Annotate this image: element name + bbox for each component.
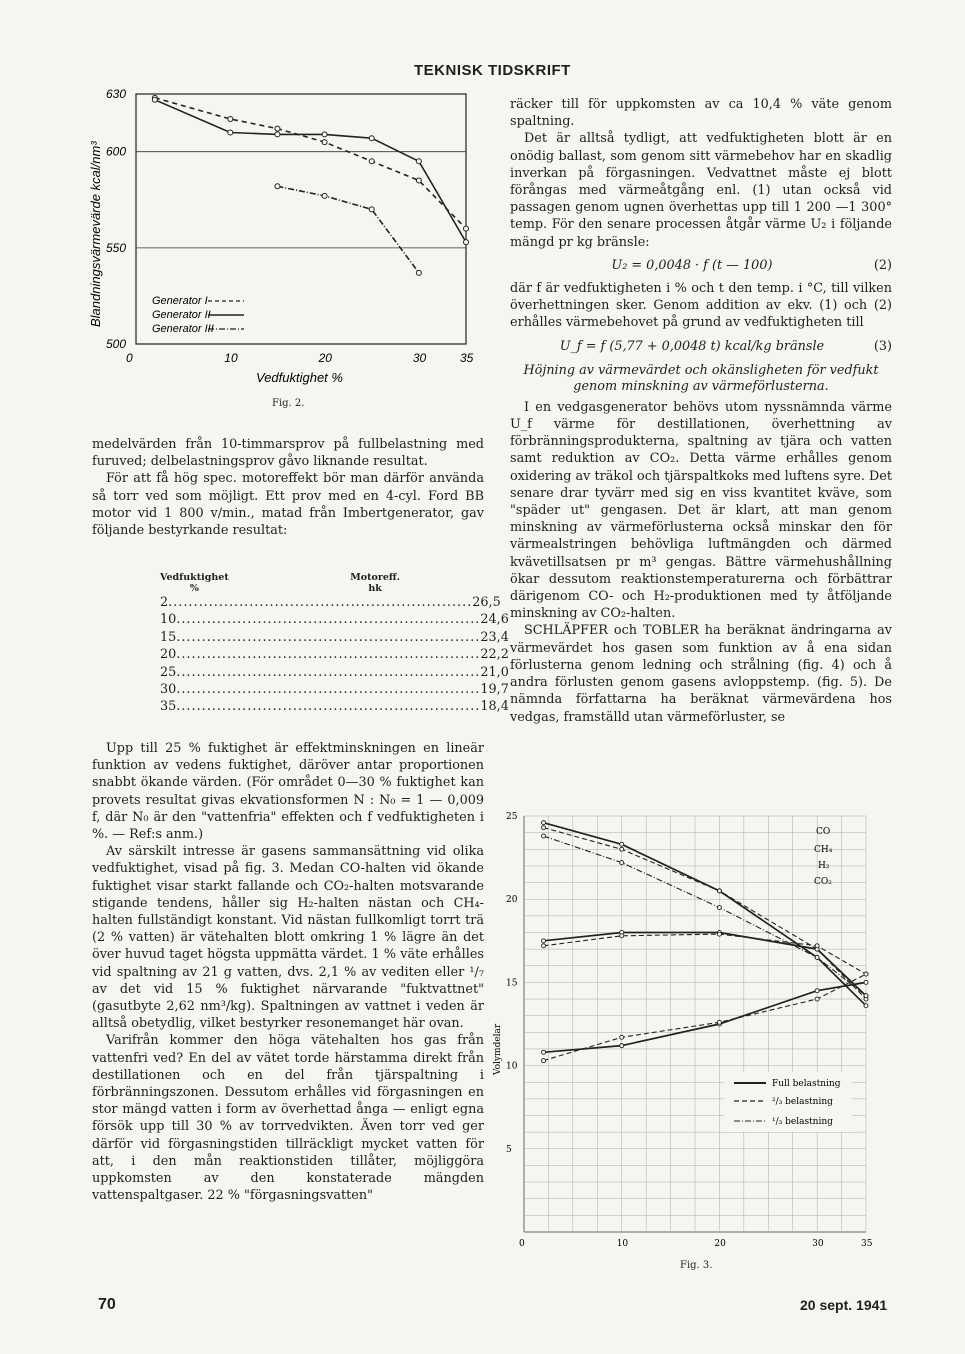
- fig3-data-point: [620, 842, 624, 846]
- fig2-data-point: [416, 159, 421, 164]
- fig3-data-point: [542, 834, 546, 838]
- table-row: [160, 611, 509, 628]
- fig3-chart: [488, 800, 892, 1270]
- fig3-data-point: [717, 1020, 721, 1024]
- paragraph: I en vedgasgenerator behövs utom nyssnämnda värme U_f värme för destillationen, överhettning av förbränningsprodukterna, spaltning av tjära och vatten samt reduktion av CO₂. Detta värme erhålles genom oxidering av träkol och tjärspaltkoks med luftens syre. Det senare drar tyvärr med sig en viss kvantitet kväve, som "späder ut" gengasen. Det är klart, att man genom minskning av värmeförlusterna också minskar den för värmealstringen behövliga luftmängden och därmed kvävetillsatsen pr m³ gengas. Bättre värmehushållning ökar dessutom reaktionstemperaturerna och förbättrar därigenom CO- och H₂-produktionen med ty åtföljande minskning av CO₂-halten.: [510, 399, 892, 622]
- fig3-data-point: [815, 997, 819, 1001]
- table-cell-power: 21,0: [480, 664, 509, 680]
- fig3-xtick: 20: [714, 1239, 726, 1249]
- table-cell-power: 19,7: [480, 682, 509, 698]
- fig3-legend-3: ¹/₃ belastning: [772, 1117, 833, 1127]
- fig3-data-point: [542, 1050, 546, 1054]
- fig2-data-point: [416, 270, 421, 275]
- table-cell-power: 24,6: [480, 612, 509, 628]
- fig3-legend: [724, 1072, 852, 1132]
- table-leader: ............................................................: [176, 647, 481, 663]
- table-col2-header: Motoreff.: [350, 572, 400, 583]
- fig3-data-point: [717, 889, 721, 893]
- fig2-data-point: [322, 132, 327, 137]
- fig3-caption: Fig. 3.: [680, 1260, 713, 1271]
- fig3-data-point: [620, 847, 624, 851]
- paragraph: Upp till 25 % fuktighet är effektminskningen en lineär funktion av vedens fuktighet, däröver antar proportionen snabbt ökande värden. (För området 0—30 % fuktighet kan provets resultat givas ekvationsformen N : N₀ = 1 — 0,009 f, där N₀ är den "vattenfria" effekten och f vedfuktigheten i %. — Ref:s anm.): [92, 741, 484, 843]
- table-leader: ............................................................: [176, 699, 481, 715]
- table-cell-power: 26,5: [472, 595, 501, 610]
- fig3-ytick: 20: [506, 895, 518, 906]
- paragraph: Av särskilt intresse är gasens sammansättning vid olika vedfuktighet, visad på fig. 3. Medan CO-halten vid ökande fuktighet visar starkt fallande och CO₂-halten motsvarande stigande tendens, håller sig H₂-halten nästan och CH₄-halten fullständigt konstant. Vid nästan fullkomligt torrt trä (2 % vatten) är vätehalten blott omkring 1 % lägre än det över huvud taget högsta uppmätta värdet. 1 % väte erhålles vid spaltning av 21 g vatten, dvs. 2,1 % av vediten eller ¹/₇ av det vid 15 % fuktighet närvarande "fuktvattnet" (gasutbyte 2,62 nm³/kg). Spaltningen av vattnet i veden är alltså obetydlig, vilket bestyrker resonemanget här ovan.: [92, 844, 484, 1032]
- fig2-ytick: 630: [106, 87, 127, 101]
- page-number: 70: [98, 1296, 116, 1313]
- fig3-data-point: [620, 1035, 624, 1039]
- fig3-data-point: [620, 1044, 624, 1048]
- table-leader: ............................................................: [176, 629, 481, 645]
- table-row: [160, 594, 501, 611]
- paragraph: Det är alltså tydligt, att vedfuktigheten blott är en onödig ballast, som genom sitt värmebehov har en skadlig inverkan på förgasningen. Vedvattnet måste ej blott förångas med värmeåtgång enl. (1) utan också vid passagen genom ugnen överhettas upp till 1 200 —1 300° temp. För den senare processen åtgår värme U₂ i följande mängd pr kg bränsle:: [510, 131, 892, 250]
- fig2-legend-1: Generator I: [152, 295, 208, 307]
- fig3-ytick: 25: [506, 812, 518, 822]
- fig3-ytick: 15: [506, 978, 518, 989]
- fig3-data-point: [542, 944, 546, 948]
- fig2-legend-2: Generator II: [152, 309, 211, 321]
- paragraph: Varifrån kommer den höga vätehalten hos gas från vattenfri ved? En del av vätet torde härstamma direkt från destillationen och en del från tjärspaltning i förbränningszonen. Dessutom erhålles vid förgasningen en stor mängd vatten i form av överhettad ånga — enligt egna försök upp till 30 % av torrvedvikten. Även torr ved ger därför vid förgasningstiden tillräckligt mycket vatten för att, i den mån reaktionstiden tillåter, möjliggöra uppkomsten av den konstaterade mängden vattenspaltgaser. 22 % "förgasningsvatten": [92, 1033, 484, 1204]
- gas-label-co2: CO₂: [814, 877, 832, 887]
- fig2-data-point: [369, 159, 374, 164]
- left-column-bottom: [92, 740, 484, 1204]
- fig2-ylabel: Blandningsvärmevärde kcal/nm³: [88, 141, 103, 327]
- fig2-data-point: [275, 126, 280, 131]
- gas-label-co: CO: [816, 827, 831, 837]
- gas-label-h2: H₂: [818, 861, 830, 871]
- right-column: [510, 96, 892, 726]
- fig3-xtick: 10: [616, 1239, 629, 1249]
- fig2-series-line: [155, 100, 466, 242]
- fig3-data-point: [717, 932, 721, 936]
- fig2-data-point: [416, 178, 421, 183]
- equation-3: [510, 338, 892, 355]
- fig3-ytick: 10: [506, 1061, 518, 1072]
- issue-date: 20 sept. 1941: [800, 1297, 888, 1313]
- fig2-xtick: 10: [224, 351, 238, 365]
- table-leader: ............................................................: [176, 682, 481, 698]
- fig3-xtick: 35: [861, 1239, 873, 1249]
- table-row: [160, 681, 509, 698]
- table-cell-power: 22,2: [480, 647, 509, 663]
- fig2-data-point: [275, 184, 280, 189]
- fig2-xtick: 20: [318, 351, 332, 365]
- fig2-data-point: [464, 226, 469, 231]
- fig2-xtick: 30: [412, 351, 427, 365]
- paragraph: SCHLÄPFER och TOBLER ha beräknat ändringarna av värmevärdet hos gasen som funktion av å ena sidan förlusterna genom ledning och strålning (fig. 4) och å andra förlusten genom gasens avloppstemp. (fig. 5). De nämnda författarna ha beräknat värmevärdena hos vedgas, framställd utan värmeförluster, se: [510, 623, 892, 725]
- table-cell-moisture: 20: [160, 647, 177, 663]
- fig3-gas-labels: [814, 827, 833, 887]
- equation-2-number: (2): [873, 257, 892, 273]
- fig2-legend-3: Generator III: [152, 323, 214, 335]
- fig3-series-line: [544, 933, 867, 996]
- fig2-ytick: 550: [106, 240, 127, 255]
- fig2-chart: [84, 82, 494, 412]
- equation-2: [510, 257, 892, 274]
- table-cell-moisture: 15: [160, 629, 177, 645]
- equation-2-body: U₂ = 0,0048 · f (t — 100): [611, 257, 773, 273]
- table-row: [160, 664, 509, 681]
- fig3-legend-2: ²/₃ belastning: [772, 1097, 833, 1107]
- fig2-xlabel: Vedfuktighet %: [256, 370, 343, 385]
- table-cell-moisture: 30: [160, 682, 177, 698]
- fig3-series-line: [544, 934, 867, 974]
- fig2-data-point: [322, 140, 327, 145]
- table-cell-moisture: 2: [160, 595, 169, 610]
- table-row: [160, 629, 509, 646]
- fig3-data-point: [542, 939, 546, 943]
- fig3-data-point: [542, 1059, 546, 1063]
- table-leader: ............................................................: [176, 664, 481, 680]
- fig2-data-point: [322, 193, 327, 198]
- fig3-xtick: 30: [812, 1239, 824, 1249]
- fig2-legend: [152, 295, 244, 335]
- fig3-legend-1: Full belastning: [772, 1079, 841, 1089]
- fig3-data-point: [815, 955, 819, 959]
- left-column-top: [92, 436, 484, 539]
- table-cell-moisture: 10: [160, 612, 177, 628]
- fig3-data-point: [864, 994, 868, 998]
- fig2-data-point: [228, 130, 233, 135]
- equation-3-number: (3): [873, 338, 892, 354]
- table-leader: ............................................................: [176, 612, 481, 628]
- table-cell-moisture: 25: [160, 664, 177, 680]
- fig2-xtick: 0: [126, 351, 133, 365]
- fig3-data-point: [542, 821, 546, 825]
- fig3-data-point: [864, 980, 868, 984]
- table-row: [160, 646, 509, 663]
- table-cell-power: 18,4: [480, 699, 509, 715]
- table-leader: ............................................................: [168, 595, 473, 610]
- table-cell-moisture: 35: [160, 699, 177, 715]
- paragraph: där f är vedfuktigheten i % och t den temp. i °C, till vilken överhettningen sker. Genom addition av ekv. (1) och (2) erhålles värmebehovet på grund av vedfuktigheten till: [510, 281, 892, 331]
- fig3-xtick: 0: [519, 1239, 525, 1249]
- fig3-data-point: [620, 861, 624, 865]
- moisture-power-table: [160, 572, 509, 716]
- fig3-data-point: [542, 826, 546, 830]
- fig3-data-point: [620, 934, 624, 938]
- fig2-ytick: 500: [106, 337, 127, 351]
- fig3-data-point: [717, 906, 721, 910]
- fig3-data-point: [815, 944, 819, 948]
- fig3-data-point: [864, 1004, 868, 1008]
- section-heading: Höjning av värmevärdet och okänsligheten för vedfukt genom minskning av värmeförlusterna.: [523, 362, 879, 394]
- fig3-data-point: [815, 989, 819, 993]
- fig2-ytick: 600: [106, 144, 127, 159]
- paragraph: För att få hög spec. motoreffekt bör man därför använda så torr ved som möjligt. Ett prov med en 4-cyl. Ford BB motor vid 1 800 v/min., matad från Imbertgenerator, gav följande bestyrkande resultat:: [92, 471, 484, 539]
- fig2-data-point: [152, 97, 157, 102]
- fig3-ytick: 5: [506, 1144, 512, 1155]
- paragraph: räcker till för uppkomsten av ca 10,4 % väte genom spaltning.: [510, 97, 892, 130]
- fig3-ylabel: Volymdelar: [493, 1023, 503, 1075]
- fig2-data-point: [275, 132, 280, 137]
- gas-label-ch4: CH₄: [814, 845, 833, 855]
- fig2-data-point: [369, 207, 374, 212]
- table-row: [160, 698, 509, 715]
- equation-3-body: U_f = f (5,77 + 0,0048 t) kcal/kg bränsle: [559, 338, 825, 354]
- fig2-data-point: [369, 136, 374, 141]
- fig2-xtick: 35: [460, 351, 474, 365]
- table-cell-power: 23,4: [480, 629, 509, 645]
- fig3-data-point: [864, 972, 868, 976]
- fig2-caption: Fig. 2.: [272, 398, 305, 409]
- fig2-series-line: [277, 186, 419, 272]
- table-col1-unit: %: [189, 583, 199, 594]
- table-col1-header: Vedfuktighet: [160, 572, 229, 583]
- journal-title: TEKNISK TIDSKRIFT: [414, 62, 571, 79]
- paragraph: medelvärden från 10-timmarsprov på fullbelastning med furuved; delbelastningsprov gåvo liknande resultat.: [92, 437, 484, 470]
- fig2-data-point: [464, 240, 469, 245]
- table-col2-unit: hk: [368, 583, 382, 594]
- fig2-data-point: [228, 117, 233, 122]
